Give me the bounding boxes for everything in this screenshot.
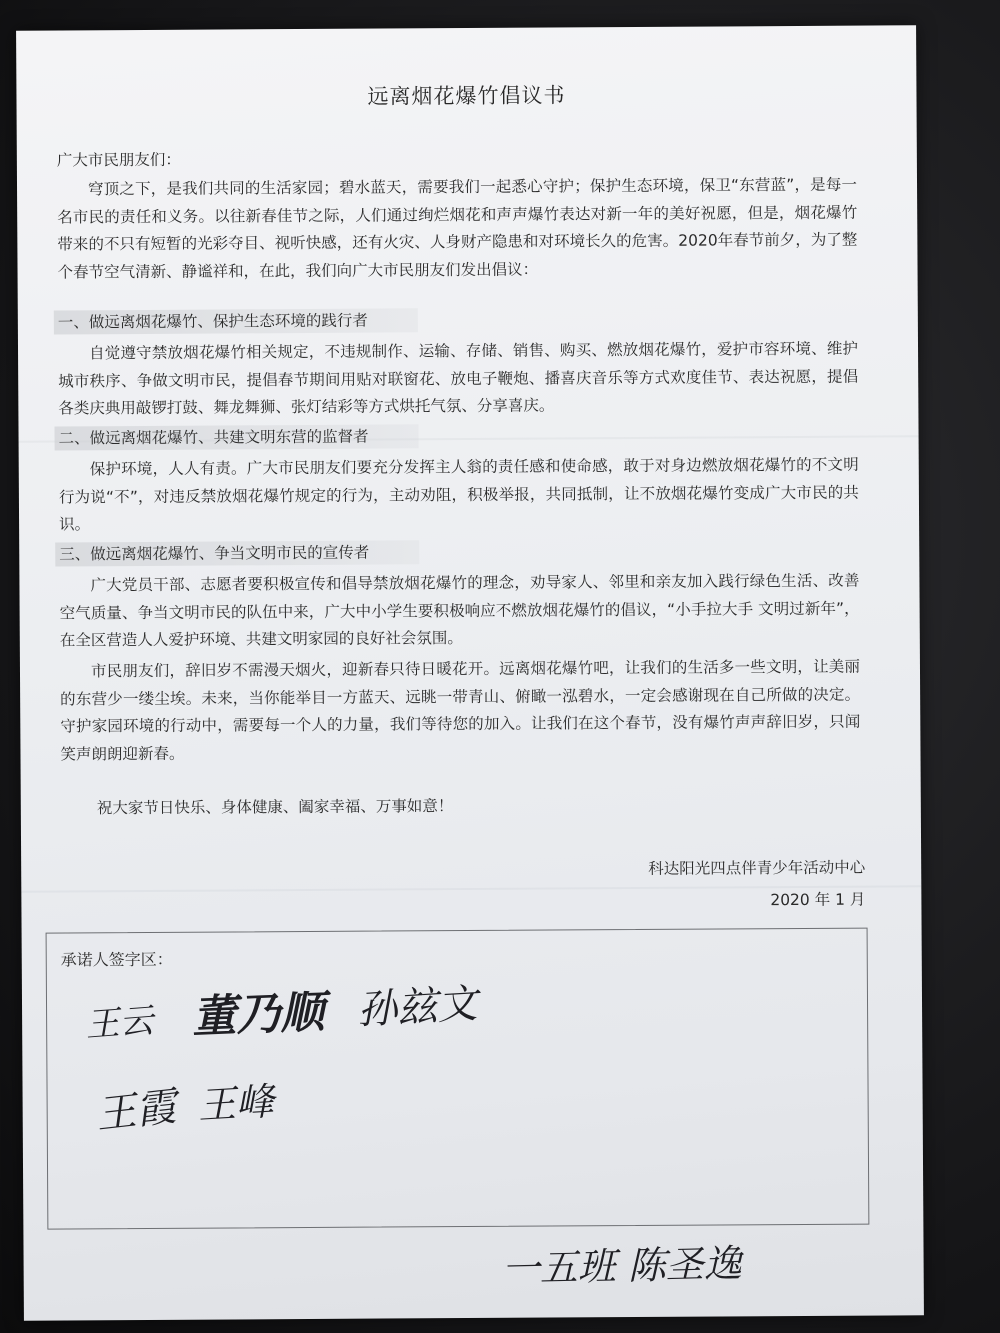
section-heading-2: 二、做远离烟花爆竹、共建文明东营的监督者 [54,424,418,450]
document-title: 远离烟花爆竹倡议书 [367,83,566,109]
class-signature: 一五班 陈圣逸 [501,1241,743,1291]
signature-2: 董乃顺 [191,986,326,1043]
signature-4: 王霞 [93,1083,179,1139]
issuing-organization: 科达阳光四点伴青少年活动中心 [648,858,866,878]
closing-wishes: 祝大家节日快乐、身体健康、阖家幸福、万事如意！ [96,797,454,818]
signature-5: 王峰 [196,1079,276,1128]
section-body-2: 保护环境，人人有责。广大市民朋友们要充分发挥主人翁的责任感和使命感，敢于对身边燃放烟花爆竹的不文明行为说“不”，对违反禁放烟花爆竹规定的行为，主动劝阻，积极举报，共同抵制，让不放烟花爆竹变成广大市民的共识。 [58,455,859,534]
conclusion-paragraph: 市民朋友们，辞旧岁不需漫天烟火，迎新春只待日暖花开。远离烟花爆竹吧，让我们的生活多一些文明，让美丽的东营少一缕尘埃。未来，当你能举目一方蓝天、远眺一带青山、俯瞰一泓碧水，一定会感谢现在自己所做的决定。守护家园环境的行动中，需要每一个人的力量，我们等待您的加入。让我们在这个春节，没有爆竹声声辞旧岁，只闻笑声朗朗迎新春。 [60,657,861,764]
section-body-3: 广大党员干部、志愿者要积极宣传和倡导禁放烟花爆竹的理念，劝导家人、邻里和亲友加入践行绿色生活、改善空气质量、争当文明市民的队伍中来，广大中小学生要积极响应不燃放烟花爆竹的倡议，“小手拉大手 文明过新年”，在全区营造人人爱护环境、共建文明家园的良好社会氛围。 [59,571,860,650]
salutation: 广大市民朋友们： [56,150,181,170]
signature-area-label: 承诺人签字区： [60,949,173,970]
signature-1: 王云 [83,1000,155,1046]
signature-3: 孙玆文 [355,980,479,1034]
issue-date: 2020 年 1 月 [770,890,866,910]
proposal-sheet [16,25,924,1320]
signature-box [46,928,870,1230]
section-heading-1: 一、做远离烟花爆竹、保护生态环境的践行者 [54,308,418,334]
section-heading-3: 三、做远离烟花爆竹、争当文明市民的宣传者 [55,540,419,566]
section-body-1: 自觉遵守禁放烟花爆竹相关规定，不违规制作、运输、存储、销售、购买、燃放烟花爆竹，爱护市容环境、维护城市秩序、争做文明市民，提倡春节期间用贴对联窗花、放电子鞭炮、播喜庆音乐等方式欢度佳节、表达祝愿，提倡各类庆典用敲锣打鼓、舞龙舞狮、张灯结彩等方式烘托气氛、分享喜庆。 [58,339,859,418]
intro-paragraph: 穹顶之下，是我们共同的生活家园；碧水蓝天，需要我们一起悉心守护；保护生态环境，保卫“东营蓝”，是每一名市民的责任和义务。以往新春佳节之际，人们通过绚烂烟花和声声爆竹表达对新一年的美好祝愿，但是，烟花爆竹带来的不只有短暂的光彩夺目、视听快感，还有火灾、人身财产隐患和对环境长久的危害。2020年春节前夕，为了整个春节空气清新、静谧祥和，在此，我们向广大市民朋友们发出倡议： [57,175,858,282]
